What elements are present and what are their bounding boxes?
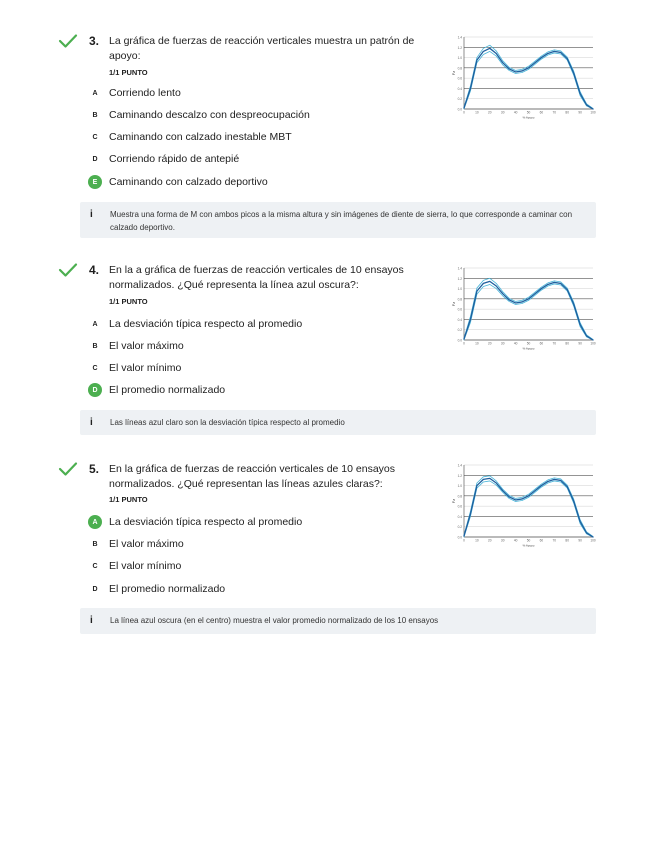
option-d[interactable] <box>88 581 225 597</box>
x-tick-label: 80 <box>565 110 569 115</box>
check-icon <box>58 262 78 278</box>
y-tick-label: 0.4 <box>457 317 462 322</box>
option-b[interactable] <box>88 536 184 552</box>
chart-svg <box>452 461 597 547</box>
x-tick-label: 10 <box>475 110 479 115</box>
option-d-correct[interactable] <box>88 382 225 398</box>
x-tick-label: 20 <box>488 538 492 543</box>
x-tick-label: 90 <box>578 538 582 543</box>
y-tick-label: 0.6 <box>457 504 462 509</box>
x-tick-label: 0 <box>463 341 465 346</box>
y-tick-label: 0.8 <box>457 297 462 302</box>
option-letter-badge: C <box>92 562 98 570</box>
question-number: 3. <box>89 34 100 48</box>
x-tick-label: 40 <box>513 110 518 115</box>
x-tick-label: 70 <box>552 110 557 115</box>
y-tick-label: 1.4 <box>457 266 462 271</box>
y-tick-label: 0.0 <box>457 535 462 540</box>
x-tick-label: 0 <box>463 110 465 115</box>
x-tick-label: 90 <box>578 341 582 346</box>
x-tick-label: 50 <box>526 341 531 346</box>
x-tick-label: 20 <box>488 110 492 115</box>
option-label: El promedio normalizado <box>109 384 226 396</box>
y-tick-label: 1.2 <box>457 45 462 50</box>
option-d[interactable] <box>88 151 239 167</box>
y-tick-label: 1.4 <box>457 35 462 40</box>
info-icon: i <box>90 615 93 626</box>
x-tick-label: 40 <box>513 538 518 543</box>
y-tick-label: 1.2 <box>457 473 462 478</box>
y-axis-label: Fz <box>451 70 456 76</box>
question-number: 4. <box>89 263 100 277</box>
x-tick-label: 10 <box>475 341 479 346</box>
series-line-sd-lower <box>464 51 593 109</box>
option-label: Corriendo rápido de antepié <box>109 153 240 165</box>
explanation-text: La línea azul oscura (en el centro) muestra el valor promedio normalizado de los 10 ensayos <box>110 616 439 625</box>
option-a[interactable] <box>88 316 302 332</box>
option-letter-badge: D <box>92 155 98 163</box>
question-number: 5. <box>89 462 100 476</box>
option-label: Corriendo lento <box>109 87 181 99</box>
option-letter-badge: C <box>92 364 98 372</box>
x-tick-label: 60 <box>539 110 544 115</box>
x-tick-label: 80 <box>565 538 569 543</box>
option-letter-badge: A <box>92 89 98 97</box>
option-e-correct[interactable] <box>88 174 268 190</box>
check-icon <box>58 461 78 477</box>
option-letter-badge: B <box>92 540 98 548</box>
x-tick-label: 50 <box>526 110 531 115</box>
x-tick-label: 90 <box>578 110 582 115</box>
x-tick-label: 0 <box>463 538 465 543</box>
option-letter-badge-correct: A <box>88 515 102 529</box>
y-tick-label: 0.6 <box>457 307 462 312</box>
question-text: En la a gráfica de fuerzas de reacción verticales de 10 ensayos normalizados. ¿Qué representa la línea azul oscura?: <box>109 264 404 291</box>
x-tick-label: 30 <box>500 538 505 543</box>
y-tick-label: 0.8 <box>457 66 462 71</box>
option-label: El valor máximo <box>109 340 184 352</box>
y-tick-label: 0.6 <box>457 76 462 81</box>
option-label: El promedio normalizado <box>109 583 226 595</box>
explanation-text: Muestra una forma de M con ambos picos a la misma altura y sin imágenes de diente de sierra, lo que corresponde a caminar con calzado deportivo. <box>110 210 573 232</box>
option-label: El valor mínimo <box>109 362 182 374</box>
option-label: Caminando descalzo con despreocupación <box>109 109 310 121</box>
explanation-box <box>80 410 596 435</box>
option-label: Caminando con calzado deportivo <box>109 176 268 188</box>
y-tick-label: 0.4 <box>457 514 462 519</box>
x-tick-label: 100 <box>590 538 596 543</box>
x-axis-label: % Apoyo <box>522 115 535 120</box>
series-line-mean <box>464 478 593 537</box>
x-tick-label: 60 <box>539 341 544 346</box>
question-text: En la gráfica de fuerzas de reacción verticales de 10 ensayos normalizados. ¿Qué representan las líneas azules claras?: <box>109 463 395 490</box>
check-icon <box>58 33 78 49</box>
y-tick-label: 0.2 <box>457 525 462 530</box>
x-tick-label: 50 <box>526 538 531 543</box>
explanation-box <box>80 202 596 238</box>
option-a[interactable] <box>88 85 181 101</box>
option-letter-badge: D <box>92 585 98 593</box>
option-a-correct[interactable] <box>88 514 302 530</box>
info-icon: i <box>90 417 93 428</box>
y-tick-label: 0.0 <box>457 338 462 343</box>
y-tick-label: 1.0 <box>457 287 462 292</box>
x-tick-label: 20 <box>488 341 492 346</box>
series-line-mean <box>464 281 593 340</box>
y-tick-label: 1.2 <box>457 276 462 281</box>
points-label: 1/1 PUNTO <box>109 297 148 306</box>
x-axis-label: % Apoyo <box>522 543 535 548</box>
option-c[interactable] <box>88 558 181 574</box>
series-line-sd-upper <box>464 278 593 339</box>
option-label: La desviación típica respecto al promedio <box>109 516 303 528</box>
series-line-sd-lower <box>464 284 593 340</box>
question-text: La gráfica de fuerzas de reacción verticales muestra un patrón de apoyo: <box>109 35 415 62</box>
option-b[interactable] <box>88 107 310 123</box>
y-tick-label: 0.2 <box>457 97 462 102</box>
x-tick-label: 100 <box>590 341 596 346</box>
option-letter-badge-correct: E <box>88 175 102 189</box>
option-label: Caminando con calzado inestable MBT <box>109 131 292 143</box>
chart-svg <box>452 33 597 119</box>
x-tick-label: 70 <box>552 341 557 346</box>
option-letter-badge: A <box>92 320 98 328</box>
y-tick-label: 0.2 <box>457 328 462 333</box>
y-tick-label: 1.0 <box>457 484 462 489</box>
y-tick-label: 0.0 <box>457 107 462 112</box>
y-tick-label: 1.4 <box>457 463 462 468</box>
chart-svg <box>452 264 597 350</box>
y-tick-label: 0.4 <box>457 86 462 91</box>
y-axis-label: Fz <box>451 498 456 504</box>
option-c[interactable] <box>88 129 292 145</box>
x-tick-label: 40 <box>513 341 518 346</box>
explanation-box <box>80 608 596 634</box>
y-axis-label: Fz <box>451 301 456 307</box>
x-tick-label: 30 <box>500 110 505 115</box>
option-letter-badge: C <box>92 133 98 141</box>
explanation-text: Las líneas azul claro son la desviación típica respecto al promedio <box>110 418 345 427</box>
force-chart <box>452 461 597 547</box>
option-b[interactable] <box>88 338 184 354</box>
option-label: El valor máximo <box>109 538 184 550</box>
option-letter-badge: B <box>92 342 98 350</box>
points-label: 1/1 PUNTO <box>109 68 148 77</box>
y-tick-label: 0.8 <box>457 494 462 499</box>
y-tick-label: 1.0 <box>457 56 462 61</box>
x-tick-label: 10 <box>475 538 479 543</box>
force-chart <box>452 33 597 119</box>
option-letter-badge-correct: D <box>88 383 102 397</box>
info-icon: i <box>90 209 93 220</box>
x-axis-label: % Apoyo <box>522 346 535 351</box>
points-label: 1/1 PUNTO <box>109 495 148 504</box>
option-label: El valor mínimo <box>109 560 182 572</box>
option-label: La desviación típica respecto al promedio <box>109 318 303 330</box>
option-letter-badge: B <box>92 111 98 119</box>
x-tick-label: 60 <box>539 538 544 543</box>
series-line-sd-lower <box>464 481 593 537</box>
x-tick-label: 70 <box>552 538 557 543</box>
force-chart <box>452 264 597 350</box>
x-tick-label: 80 <box>565 341 569 346</box>
x-tick-label: 100 <box>590 110 596 115</box>
option-c[interactable] <box>88 360 181 376</box>
x-tick-label: 30 <box>500 341 505 346</box>
